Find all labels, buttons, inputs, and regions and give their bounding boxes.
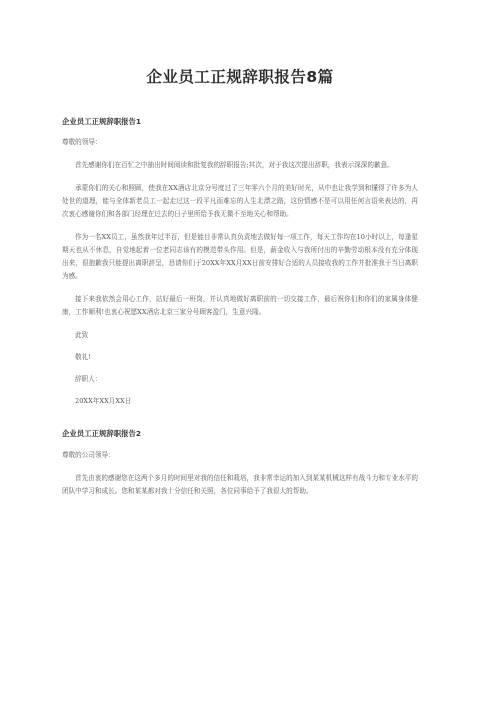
section-2-salutation: 尊敬的公司领导： bbox=[62, 451, 115, 459]
section-1-date: 20XX年XX月XX日 bbox=[75, 397, 132, 405]
section-1-paragraph-4: 接下来我依然会用心工作，站好最后一班岗，并认真地做好离职前的一切交接工作，最后祝你们和你们的家属身体健康，工作顺利!也衷心祝愿XX酒店北京三家分号顾客盈门，生意兴隆。 bbox=[62, 295, 418, 316]
section-1-salutation: 尊敬的领导： bbox=[62, 138, 102, 146]
section-1-paragraph-1: 首先感谢你们在百忙之中抽出时间阅读和批复我的辞职报告;其次，对于我这次提出辞职，我表示深深的歉意。 bbox=[75, 161, 394, 169]
section-1 bbox=[62, 116, 418, 408]
section-1-closing-1: 此致 bbox=[75, 331, 89, 339]
section-1-heading: 企业员工正规辞职报告1 bbox=[62, 117, 142, 126]
section-2-paragraph-1: 首先由衷的感谢您在这两个多月的时间里对我的信任和栽培，我非常幸运的加入到某某机械这样有战斗力和专业水平的团队中学习和成长。您和某某都对我十分信任和关照，各位同事给予了我很大的帮助。 bbox=[62, 474, 418, 495]
document-title: 企业员工正规辞职报告8篇 bbox=[146, 68, 334, 86]
section-2-heading: 企业员工正规辞职报告2 bbox=[62, 429, 142, 438]
section-1-closing-2: 敬礼! bbox=[75, 353, 91, 361]
section-2 bbox=[62, 428, 418, 498]
section-1-paragraph-2: 承蒙你们的关心和照顾，使我在XX酒店北京分号度过了三年零六个月的美好时光，从中也让我学到和懂得了许多为人处世的道理，能与全体新老员工一起走过这一段平凡而难忘的人生北漂之路，这份情感不是可以用任何言语来表达的，再次衷心感谢你们和各部门经理在过去的日子里所给予我无微不至地关心和帮助。 bbox=[62, 184, 418, 218]
section-1-signer-label: 辞职人： bbox=[75, 375, 102, 383]
section-1-paragraph-3: 作为一名XX员工，虽然我年过半百，但是能目非常认真负责地去做好每一项工作，每天工作均在10小时以上，每逢星期天也从不休息，自觉地起着一位老同志该有的模范带头作用。但是，薪金收入与我所付出的辛勤劳动根本没有充分体现出来，很抱歉我只能提出离职辞呈，恳请你们于20XX年XX月XX日前安排好合适的人员接收我的工作并批准我于当日离职为感。 bbox=[62, 233, 418, 280]
